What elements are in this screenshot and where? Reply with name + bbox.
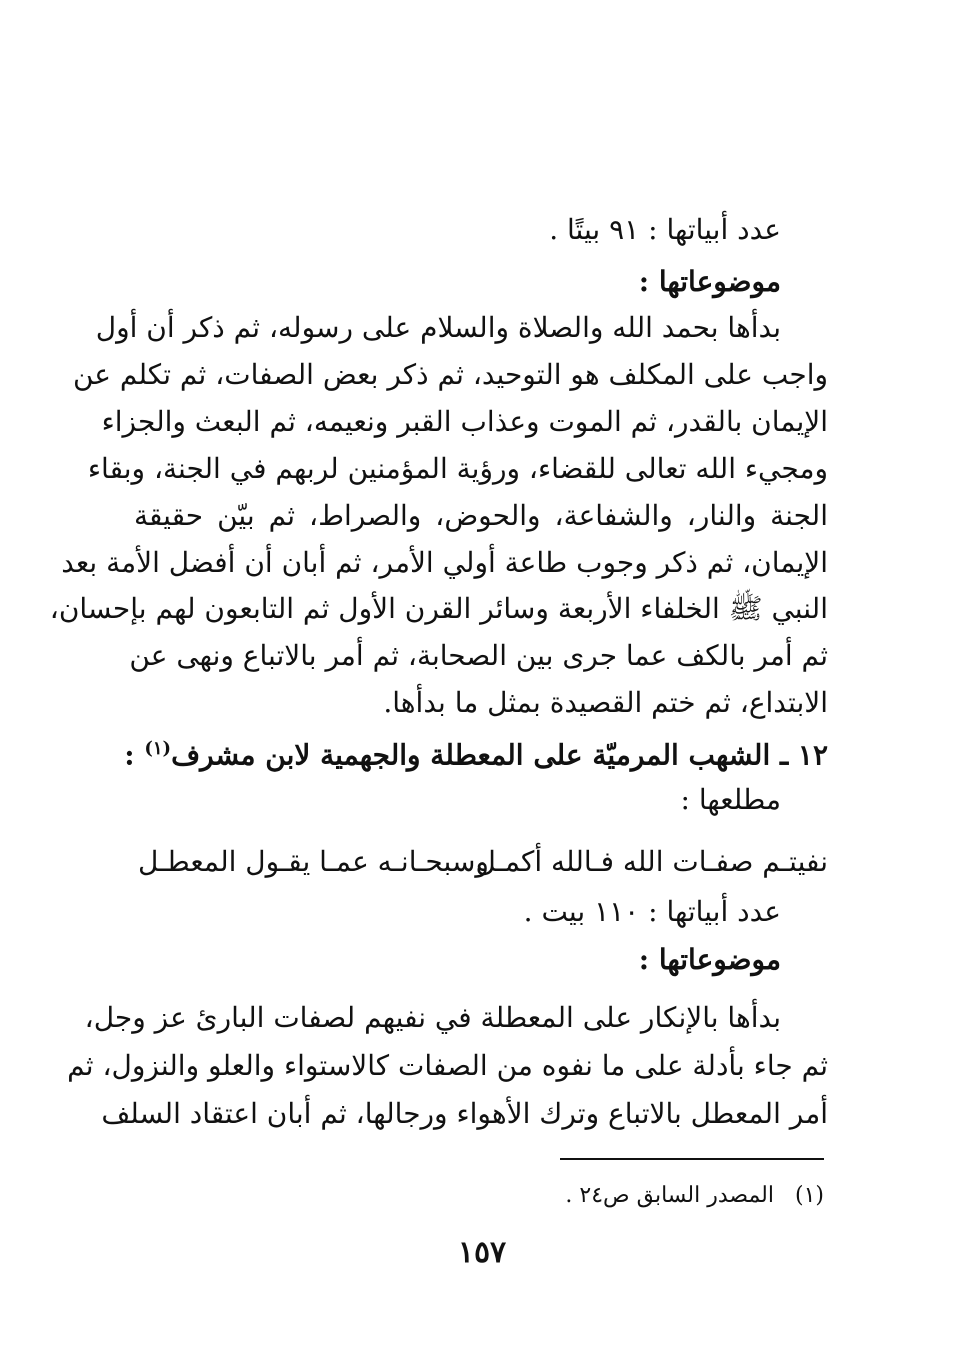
heading-colon: : bbox=[124, 738, 145, 772]
footnote-marker: (١) bbox=[794, 1183, 824, 1208]
body-line-11-6: الإيمان، ثم ذكر وجوب طاعة أولي الأمر، ثم أبان أن أفضل الأمة بعد bbox=[61, 546, 828, 579]
body-line-11-4: ومجيء الله تعالى للقضاء، ورؤية المؤمنين لربهم في الجنة، وبقاء bbox=[87, 452, 828, 485]
topics-heading-12: موضوعاتها : bbox=[638, 943, 781, 976]
footnote-separator bbox=[560, 1158, 824, 1160]
verse-count-11: عدد أبياتها : ٩١ بيتًا . bbox=[549, 213, 781, 246]
topics-heading-11: موضوعاتها : bbox=[638, 265, 781, 298]
verse-hemistich-second: وسبحـانـه عمـا يقـول المعطـل bbox=[138, 845, 489, 878]
body-line-12-3: أمر المعطل بالاتباع وترك الأهواء ورجالها، ثم أبان اعتقاد السلف bbox=[101, 1097, 828, 1130]
section-heading-12 bbox=[124, 726, 828, 778]
body-line-11-2: واجب على المكلف هو التوحيد، ثم ذكر بعض الصفات، ثم تكلم عن bbox=[72, 358, 828, 391]
body-line-11-1: بدأها بحمد الله والصلاة والسلام على رسوله، ثم ذكر أن أول bbox=[95, 311, 781, 344]
footnote bbox=[565, 1181, 824, 1211]
section-heading-text: ١٢ ـ الشهب المرميّة على المعطلة والجهمية لابن مشرف bbox=[171, 738, 828, 772]
verse-hemistich-first: نفيتـم صفـات الله فـالله أكمـل bbox=[475, 845, 828, 878]
body-line-11-9: الابتداع، ثم ختم القصيدة بمثل ما بدأها. bbox=[383, 686, 828, 719]
body-line-11-3: الإيمان بالقدر، ثم الموت وعذاب القبر ونعيمه، ثم البعث والجزاء bbox=[101, 405, 828, 438]
body-line-12-1: بدأها بالإنكار على المعطلة في نفيهم لصفات البارئ عز وجل، bbox=[84, 1001, 781, 1034]
verse-count-12: عدد أبياتها : ١١٠ بيت . bbox=[523, 895, 781, 928]
body-line-11-5: الجنة والنار، والشفاعة، والحوض، والصراط، ثم بيّن حقيقة bbox=[134, 499, 828, 532]
body-line-12-2: ثم جاء بأدلة على ما نفوه من الصفات كالاستواء والعلو والنزول، ثم bbox=[67, 1049, 828, 1082]
footnote-text: المصدر السابق ص٢٤ . bbox=[565, 1183, 774, 1208]
page-number: ١٥٧ bbox=[457, 1235, 507, 1270]
opening-label: مطلعها : bbox=[680, 783, 781, 816]
body-line-11-8: ثم أمر بالكف عما جرى بين الصحابة، ثم أمر بالاتباع ونهى عن bbox=[129, 639, 828, 672]
footnote-ref: (١) bbox=[144, 738, 172, 759]
body-line-11-7: النبي ﷺ الخلفاء الأربعة وسائر القرن الأول ثم التابعون لهم بإحسان، bbox=[49, 592, 828, 625]
